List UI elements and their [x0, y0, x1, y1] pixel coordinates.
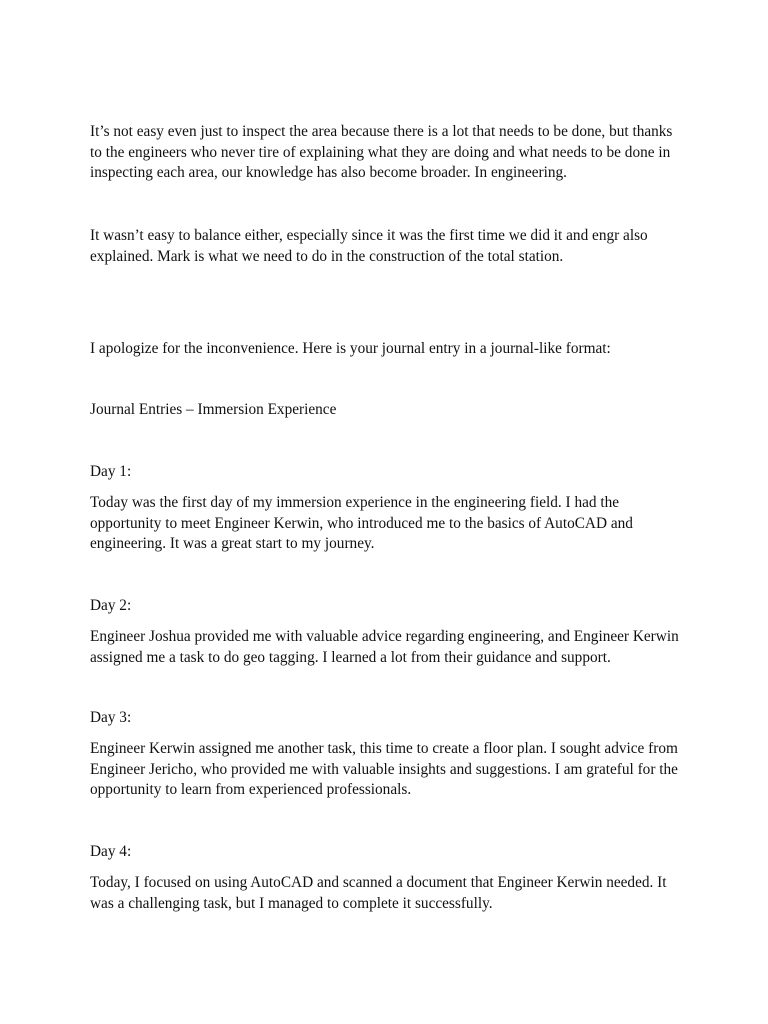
apology-paragraph: I apologize for the inconvenience. Here is your journal entry in a journal-like format:: [90, 340, 611, 357]
day-1-entry: Today was the first day of my immersion experience in the engineering field. I had the opportunity to meet Engineer Kerwin, who introduced me to the basics of AutoCAD and engineering. It was a great start to my journey.: [90, 494, 633, 552]
intro-paragraph-2: It wasn’t easy to balance either, especially since it was the first time we did it and engr also explained. Mark is what we need to do in the construction of the total station.: [90, 227, 648, 265]
day-2-entry: Engineer Joshua provided me with valuable advice regarding engineering, and Engineer Kerwin assigned me a task to do geo tagging. I learned a lot from their guidance and support.: [90, 628, 679, 666]
day-1-heading: Day 1:: [90, 463, 132, 480]
day-4-heading: Day 4:: [90, 843, 132, 860]
day-2-heading: Day 2:: [90, 597, 132, 614]
day-3-entry: Engineer Kerwin assigned me another task, this time to create a floor plan. I sought advice from Engineer Jericho, who provided me with valuable insights and suggestions. I am grateful for the opportunity to learn from experienced professionals.: [90, 740, 678, 798]
journal-title: Journal Entries – Immersion Experience: [90, 401, 337, 418]
day-4-entry: Today, I focused on using AutoCAD and scanned a document that Engineer Kerwin needed. It was a challenging task, but I managed to complete it successfully.: [90, 874, 667, 912]
day-3-heading: Day 3:: [90, 709, 132, 726]
intro-paragraph-1: It’s not easy even just to inspect the area because there is a lot that needs to be done, but thanks to the engineers who never tire of explaining what they are doing and what needs to be done in inspecting each area, our knowledge has also become broader. In engineering.: [90, 123, 673, 181]
